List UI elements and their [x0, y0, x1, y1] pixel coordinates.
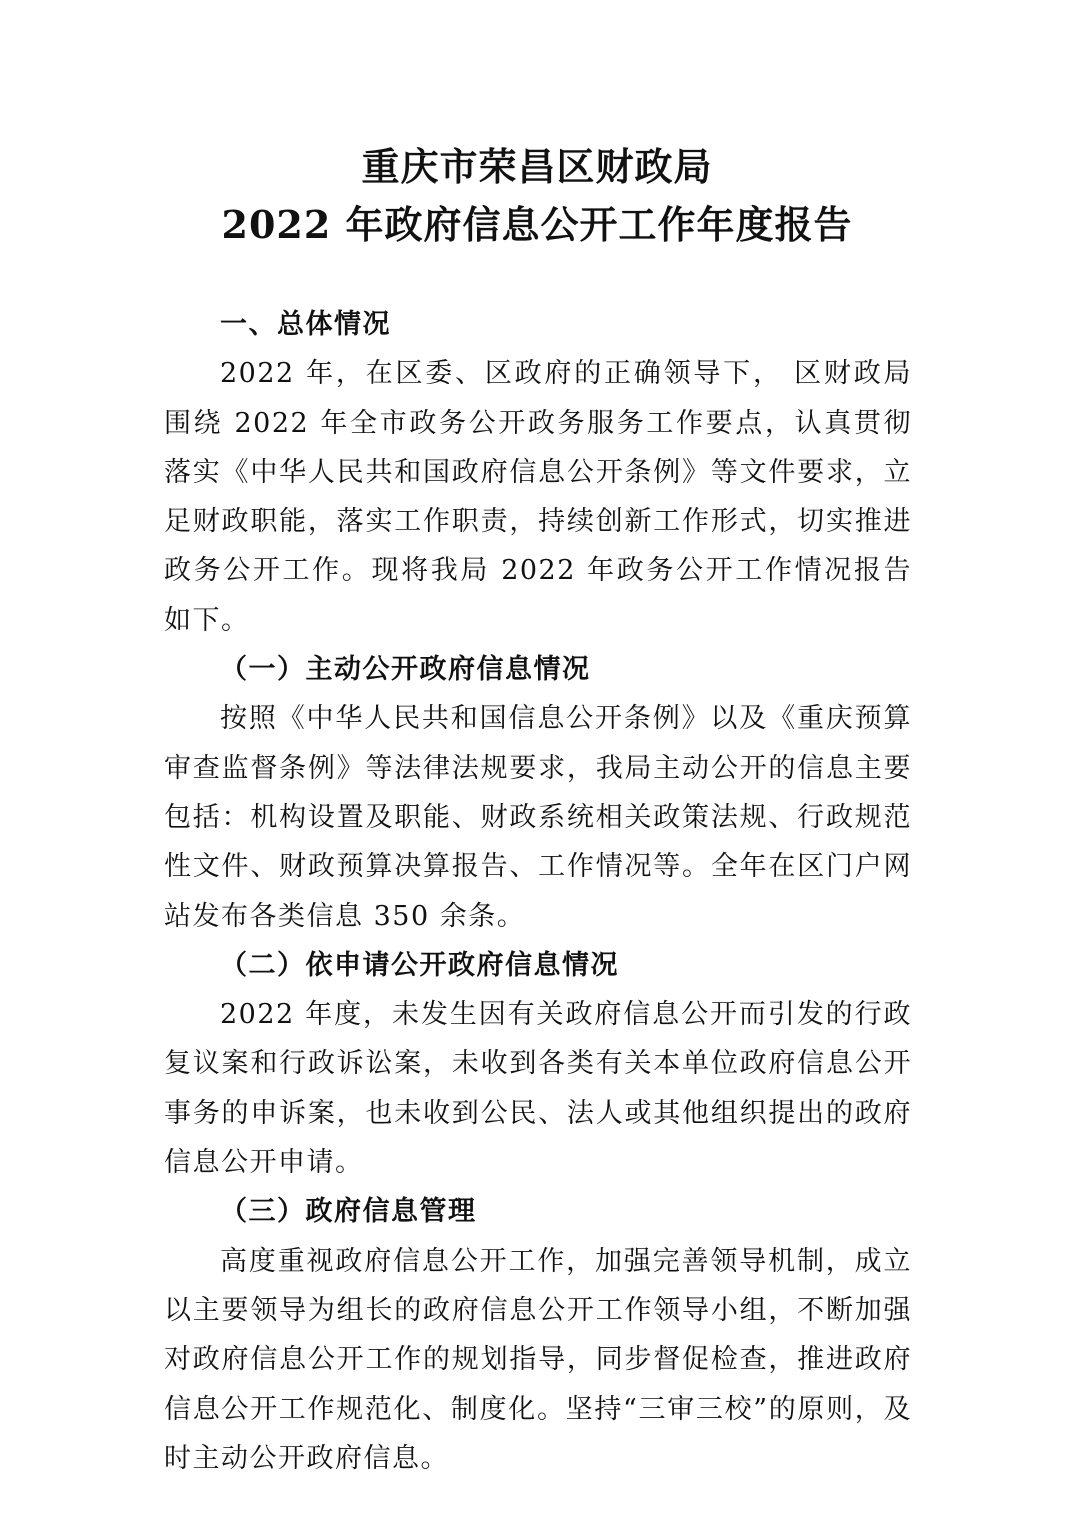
subsection-heading-active-disclosure: （一）主动公开政府信息情况: [220, 654, 591, 686]
paragraph-active-disclosure: 按照《中华人民共和国信息公开条例》以及《重庆预算审查监督条例》等法律法规要求，我局主动公开的信息主要包括：机构设置及职能、财政系统相关政策法规、行政规范性文件、财政预算决算报告、工作情况等。全年在区门户网站发布各类信息 350 余条。: [164, 703, 912, 932]
paragraph-application-disclosure: 2022 年度，未发生因有关政府信息公开而引发的行政复议案和行政诉讼案，未收到各类有关本单位政府信息公开事务的申诉案，也未收到公民、法人或其他组织提出的政府信息公开申请。: [164, 999, 912, 1179]
document-title-line2: 2022 年政府信息公开工作年度报告: [221, 202, 853, 247]
paragraph-information-management: 高度重视政府信息公开工作，加强完善领导机制，成立以主要领导为组长的政府信息公开工作领导小组，不断加强对政府信息公开工作的规划指导，同步督促检查，推进政府信息公开工作规范化、制度化。坚持“三审三校”的原则，及时主动公开政府信息。: [164, 1245, 912, 1474]
subsection-heading-application-disclosure: （二）依申请公开政府信息情况: [220, 949, 619, 981]
document-title-line1: 重庆市荣昌区财政局: [361, 144, 713, 189]
document-body: [164, 300, 912, 1483]
subsection-heading-information-management: （三）政府信息管理: [220, 1196, 477, 1228]
section-heading-overview: 一、总体情况: [220, 309, 391, 340]
paragraph-intro: 2022 年，在区委、区政府的正确领导下， 区财政局围绕 2022 年全市政务公开政务服务工作要点，认真贯彻落实《中华人民共和国政府信息公开条例》等文件要求，立足财政职能，落实工作职责，持续创新工作形式，切实推进政务公开工作。现将我局 2022 年政务公开工作情况报告如下。: [164, 358, 912, 636]
